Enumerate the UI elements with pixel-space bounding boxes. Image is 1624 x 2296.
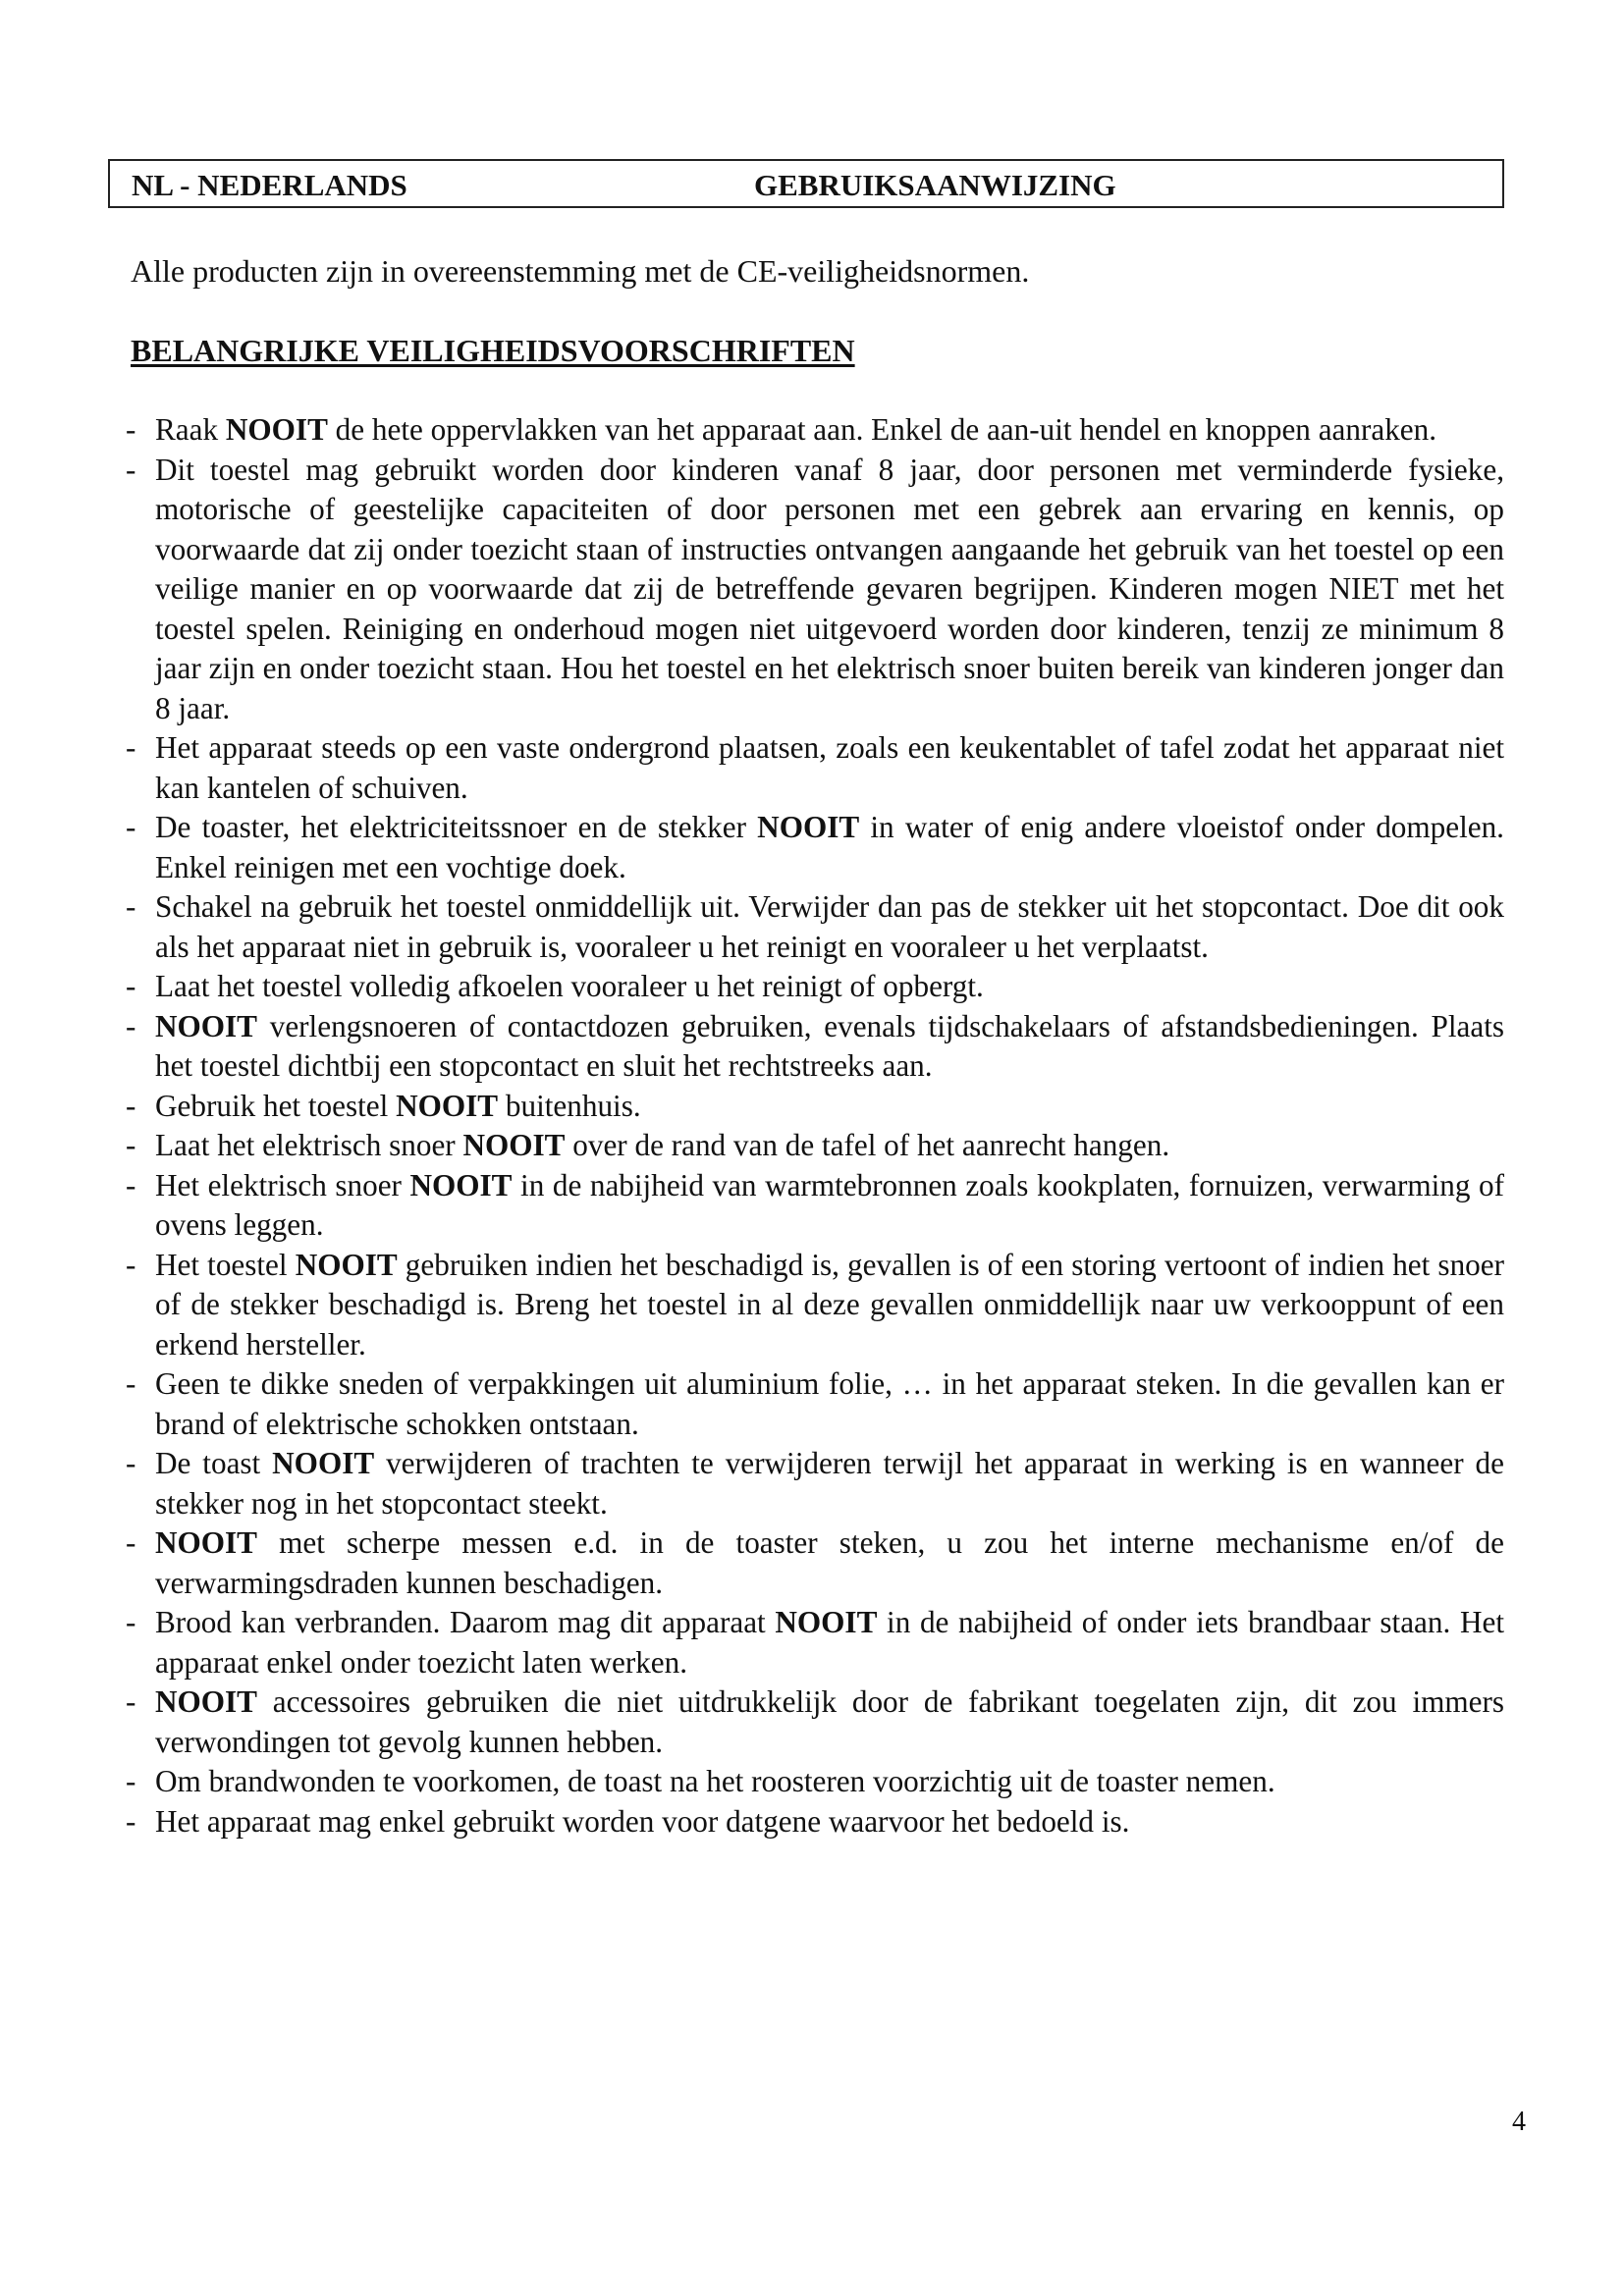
safety-instructions-list [126, 410, 1504, 1842]
list-dash: - [126, 412, 136, 447]
item-emphasis: NOOIT [396, 1088, 499, 1123]
item-text: in de nabijheid of onder iets brandbaar staan. Het apparaat enkel onder toezicht laten werken. [155, 1605, 1504, 1680]
list-dash: - [126, 1525, 136, 1560]
list-item [126, 728, 1504, 808]
item-text: De toast [155, 1446, 273, 1480]
list-item [126, 451, 1504, 729]
section-title: BELANGRIJKE VEILIGHEIDSVOORSCHRIFTEN [131, 333, 855, 368]
list-item [126, 1126, 1504, 1166]
item-text: Het toestel [155, 1247, 296, 1282]
item-text: verwijderen of trachten te verwijderen terwijl het apparaat in werking is en wanneer de stekker nog in het stopcontact steekt. [155, 1446, 1504, 1521]
item-text: Om brandwonden te voorkomen, de toast na het roosteren voorzichtig uit de toaster nemen. [155, 1764, 1275, 1798]
list-item [126, 1802, 1504, 1842]
item-text: in de nabijheid van warmtebronnen zoals kookplaten, fornuizen, verwarming of ovens leggen. [155, 1167, 1504, 1242]
list-dash: - [126, 1088, 136, 1123]
item-text: Het apparaat steeds op een vaste ondergrond plaatsen, zoals een keukentablet of tafel zodat het apparaat niet kan kantelen of schuiven. [155, 730, 1504, 805]
list-item [126, 1364, 1504, 1444]
item-text: Het elektrisch snoer [155, 1167, 410, 1202]
list-item [126, 1762, 1504, 1802]
list-item [126, 808, 1504, 887]
intro-text: Alle producten zijn in overeenstemming met de CE-veiligheidsnormen. [131, 253, 1030, 289]
list-dash: - [126, 1008, 136, 1043]
list-dash: - [126, 1764, 136, 1798]
list-item [126, 1523, 1504, 1603]
list-item [126, 1166, 1504, 1246]
list-dash: - [126, 730, 136, 765]
header-language: NL - NEDERLANDS [132, 168, 407, 202]
list-item [126, 1682, 1504, 1762]
list-dash: - [126, 452, 136, 487]
header-box [108, 159, 1504, 208]
item-text: met scherpe messen e.d. in de toaster steken, u zou het interne mechanisme en/of de verwarmingsdraden kunnen beschadigen. [155, 1525, 1504, 1600]
list-item [126, 1007, 1504, 1087]
item-text: accessoires gebruiken die niet uitdrukkelijk door de fabrikant toegelaten zijn, dit zou immers verwondingen tot gevolg kunnen hebben. [155, 1684, 1504, 1759]
list-item [126, 967, 1504, 1007]
item-text: Brood kan verbranden. Daarom mag dit apparaat [155, 1605, 776, 1639]
item-emphasis: NOOIT [775, 1605, 878, 1639]
item-text: in water of enig andere vloeistof onder dompelen. Enkel reinigen met een vochtige doek. [155, 810, 1504, 884]
item-text: Raak [155, 412, 226, 447]
item-text: over de rand van de tafel of het aanrecht hangen. [565, 1128, 1170, 1162]
item-emphasis: NOOIT [155, 1008, 257, 1043]
item-text: de hete oppervlakken van het apparaat aan. Enkel de aan-uit hendel en knoppen aanraken. [327, 412, 1437, 447]
header-title: GEBRUIKSAANWIJZING [754, 168, 1116, 202]
item-text: verlengsnoeren of contactdozen gebruiken, evenals tijdschakelaars of afstandsbedieningen. Plaats het toestel dichtbij een stopcontact en sluit het rechtstreeks aan. [155, 1008, 1504, 1083]
list-item [126, 410, 1504, 451]
item-text: Het apparaat mag enkel gebruikt worden voor datgene waarvoor het bedoeld is. [155, 1803, 1130, 1839]
item-text: Schakel na gebruik het toestel onmiddellijk uit. Verwijder dan pas de stekker uit het stopcontact. Doe dit ook als het apparaat niet in gebruik is, vooraleer u het reinigt en vooraleer u het verplaatst. [155, 889, 1504, 964]
item-emphasis: NOOIT [462, 1128, 566, 1162]
list-dash: - [126, 1803, 136, 1839]
list-item [126, 1603, 1504, 1682]
list-dash: - [126, 1167, 136, 1202]
item-emphasis: NOOIT [155, 1684, 257, 1719]
item-emphasis: NOOIT [155, 1525, 257, 1560]
item-emphasis: NOOIT [272, 1446, 375, 1480]
item-emphasis: NOOIT [757, 810, 860, 844]
item-emphasis: NOOIT [225, 412, 328, 447]
list-dash: - [126, 1247, 136, 1282]
item-text: Gebruik het toestel [155, 1088, 397, 1123]
list-item [126, 1087, 1504, 1127]
item-emphasis: NOOIT [295, 1247, 398, 1282]
item-text: Laat het toestel volledig afkoelen vooraleer u het reinigt of opbergt. [155, 969, 984, 1003]
page-number: 4 [1512, 2107, 1526, 2137]
item-emphasis: NOOIT [409, 1167, 513, 1202]
list-dash: - [126, 810, 136, 844]
item-text: gebruiken indien het beschadigd is, gevallen is of een storing vertoont of indien het snoer of de stekker beschadigd is. Breng het toestel in al deze gevallen onmiddellijk naar uw verkooppunt of een erkend hersteller. [155, 1247, 1504, 1362]
list-dash: - [126, 1128, 136, 1162]
item-text: De toaster, het elektriciteitssnoer en de stekker [155, 810, 758, 844]
item-text: Geen te dikke sneden of verpakkingen uit aluminium folie, … in het apparaat steken. In die gevallen kan er brand of elektrische schokken ontstaan. [155, 1366, 1504, 1441]
list-dash: - [126, 1684, 136, 1719]
item-text: Dit toestel mag gebruikt worden door kinderen vanaf 8 jaar, door personen met verminderde fysieke, motorische of geestelijke capaciteiten of door personen met een gebrek aan ervaring en kennis, op voorwaarde dat zij onder toezicht staan of instructies ontvangen aangaande het gebruik van het toestel op een veilige manier en op voorwaarde dat zij de betreffende gevaren begrijpen. Kinderen mogen NIET met het toestel spelen. Reiniging en onderhoud mogen niet uitgevoerd worden door kinderen, tenzij ze minimum 8 jaar zijn en onder toezicht staan. Hou het toestel en het elektrisch snoer buiten bereik van kinderen jonger dan 8 jaar. [155, 452, 1504, 725]
item-text: buitenhuis. [498, 1088, 641, 1123]
list-dash: - [126, 1366, 136, 1401]
list-item [126, 887, 1504, 967]
list-item [126, 1246, 1504, 1365]
list-dash: - [126, 1605, 136, 1639]
list-dash: - [126, 1446, 136, 1480]
list-dash: - [126, 969, 136, 1003]
item-text: Laat het elektrisch snoer [155, 1128, 463, 1162]
list-item [126, 1444, 1504, 1523]
list-dash: - [126, 889, 136, 924]
